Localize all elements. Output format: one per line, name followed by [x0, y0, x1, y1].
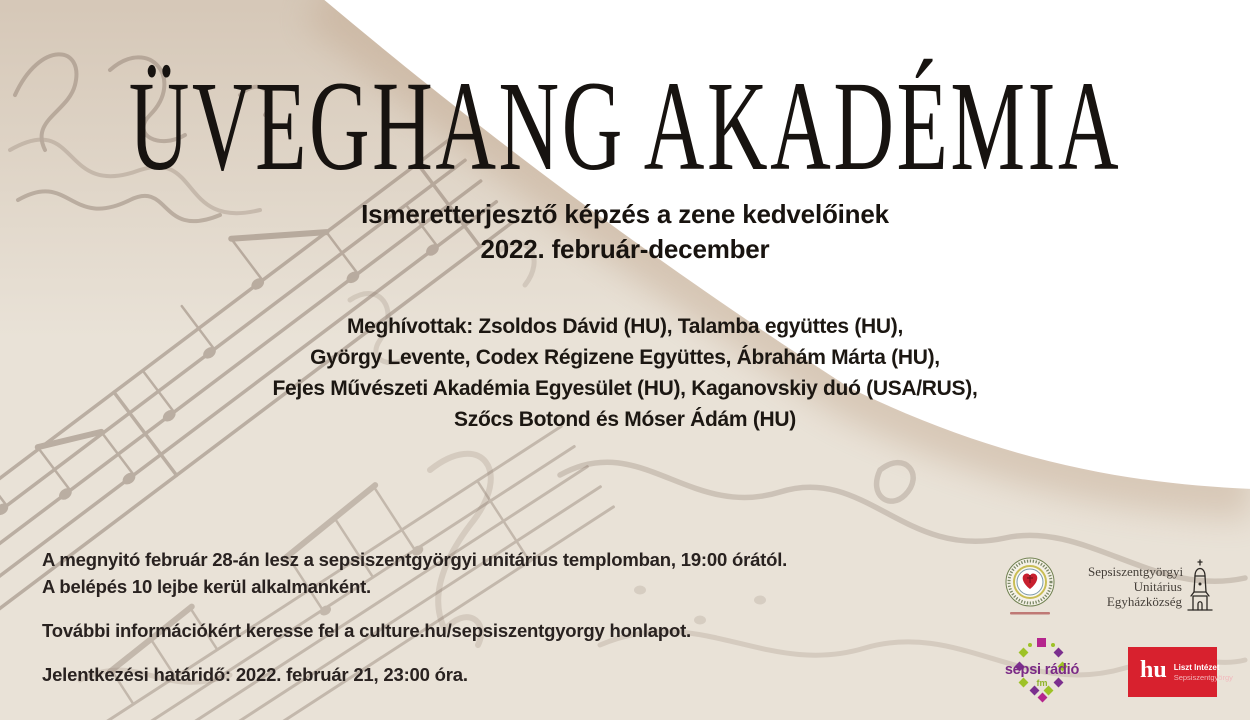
- info-deadline: Jelentkezési határidő: 2022. február 21, 23:00 óra.: [42, 664, 468, 685]
- poster-title: ÜVEGHANG AKADÉMIA: [128, 55, 1122, 198]
- sepsi-radio-label: sepsi rádió: [1004, 662, 1080, 678]
- poster-subtitle: [0, 197, 1250, 267]
- church-name-line: Unitárius: [1133, 579, 1182, 594]
- liszt-institute-logo: [1128, 647, 1233, 697]
- church-name-line: Sepsiszentgyörgyi: [1088, 564, 1184, 579]
- info-price: A belépés 10 lejbe kerül alkalmanként.: [42, 576, 371, 597]
- info-opening: A megnyitó február 28-án lesz a sepsiszentgyörgyi unitárius templomban, 19:00 órától.: [42, 549, 788, 570]
- emblem-caption: [1010, 612, 1050, 615]
- guest-line: Fejes Művészeti Akadémia Egyesület (HU), Kaganovskiy duó (USA/RUS),: [272, 377, 978, 400]
- guest-list: [0, 311, 1250, 435]
- info-block: [42, 546, 787, 688]
- unitarian-emblem-logo: [1004, 556, 1056, 618]
- info-website: További információkért keresse fel a culture.hu/sepsiszentgyorgy honlapot.: [42, 620, 691, 641]
- church-name: [1088, 558, 1182, 609]
- subtitle-line: Ismeretterjesztő képzés a zene kedvelőinek: [361, 199, 889, 229]
- sepsi-radio-fm-label: fm: [1036, 678, 1048, 688]
- sepsi-radio-logo: [1000, 636, 1084, 706]
- guest-line: György Levente, Codex Régizene Együttes, Ábrahám Márta (HU),: [310, 346, 940, 369]
- church-logo: [1088, 558, 1216, 618]
- subtitle-date: 2022. február-december: [480, 234, 770, 264]
- church-name-line: Egyházközség: [1106, 594, 1182, 609]
- liszt-institute-name: Liszt Intézet: [1173, 662, 1220, 672]
- liszt-institute-city: Sepsiszentgyörgy: [1173, 672, 1233, 682]
- guest-line: Meghívottak: Zsoldos Dávid (HU), Talamba együttes (HU),: [346, 315, 903, 338]
- guest-line: Szőcs Botond és Móser Ádám (HU): [454, 408, 796, 431]
- liszt-hu-mark: hu: [1140, 657, 1167, 683]
- church-tower-icon: [1184, 558, 1216, 616]
